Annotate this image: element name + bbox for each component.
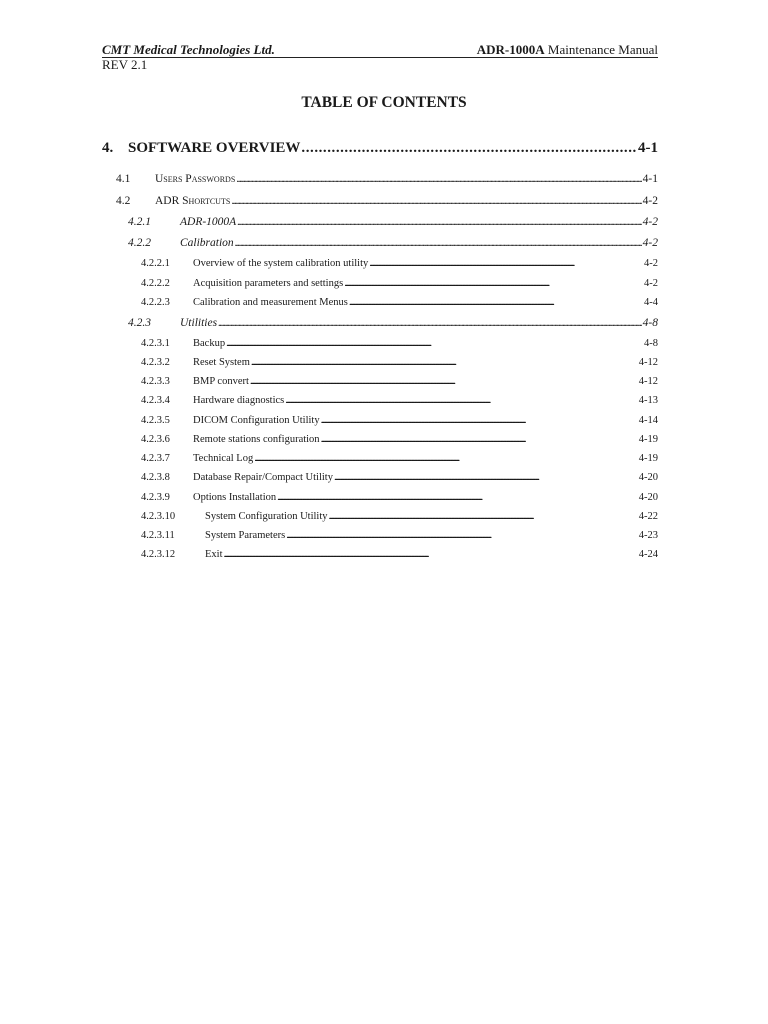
toc-entry-number: 4.2.3.8 (141, 472, 170, 483)
toc-entry-4-2-3-1[interactable] (141, 338, 658, 351)
toc-entry-page: 4-23 (638, 530, 658, 541)
toc-entry-title: Calibration (180, 237, 234, 249)
toc-entry-page: 4-14 (638, 415, 658, 426)
toc-entry-4-2-3-8[interactable] (141, 472, 658, 485)
toc-entry-4-2-2-3[interactable] (141, 297, 658, 310)
toc-entry-page: 4-2 (642, 237, 658, 249)
dot-leader (218, 317, 642, 329)
running-header (102, 43, 658, 58)
toc-entry-number: 4.1 (116, 173, 131, 185)
toc-entry-number: 4.2 (116, 195, 131, 207)
toc-entry-number: 4.2.3.2 (141, 357, 170, 368)
toc-entry-page: 4-13 (638, 395, 658, 406)
dot-leader (226, 338, 643, 349)
toc-entry-title: Options Installation (193, 492, 277, 503)
toc-entry-number: 4.2.3.11 (141, 530, 175, 541)
toc-entry-title: Overview of the system calibration utility (193, 258, 369, 269)
toc-entry-title: Calibration and measurement Menus (193, 297, 348, 308)
dot-leader (250, 376, 638, 387)
toc-entry-4-2-1[interactable] (128, 216, 658, 230)
toc-entry-4-2-2[interactable] (128, 237, 658, 251)
toc-entry-4-2-3-6[interactable] (141, 434, 658, 447)
dot-leader (277, 492, 638, 503)
toc-entry-page: 4-12 (638, 376, 658, 387)
toc-entry-page: 4-19 (638, 434, 658, 445)
dot-leader (321, 415, 638, 426)
toc-entry-title: Backup (193, 338, 226, 349)
toc-entry-4-2-3-4[interactable] (141, 395, 658, 408)
toc-entry-page: 4-12 (638, 357, 658, 368)
manual-name: Maintenance Manual (544, 42, 658, 57)
dot-leader (254, 453, 638, 464)
toc-entry-page: 4-2 (644, 278, 658, 289)
toc-entry-number: 4.2.3.7 (141, 453, 170, 464)
toc-entry-title: SOFTWARE OVERVIEW (128, 140, 301, 156)
toc-entry-4-2-3-3[interactable] (141, 376, 658, 389)
toc-entry-number: 4.2.3.3 (141, 376, 170, 387)
toc-entry-4-2[interactable] (116, 195, 658, 209)
dot-leader (251, 357, 638, 368)
toc-entry-page: 4-1 (642, 173, 658, 185)
toc-entry-page: 4-2 (644, 258, 658, 269)
toc-entry-title: Hardware diagnostics (193, 395, 285, 406)
toc-entry-title: Technical Log (193, 453, 254, 464)
toc-entry-title: Utilities (180, 317, 218, 329)
toc-entry-4-1[interactable] (116, 173, 658, 187)
toc-entry-page: 4-20 (638, 472, 658, 483)
toc-entry-number: 4.2.3.1 (141, 338, 170, 349)
toc-entry-page: 4-19 (638, 453, 658, 464)
dot-leader (349, 297, 643, 308)
toc-entry-page: 4-8 (644, 338, 658, 349)
toc-entry-page: 4-8 (642, 317, 658, 329)
toc-entry-title: Exit (205, 549, 223, 560)
toc-entry-page: 4-20 (638, 492, 658, 503)
dot-leader (224, 549, 638, 560)
toc-entry-number: 4.2.3.10 (141, 511, 176, 522)
toc-entry-4-2-3-11[interactable] (141, 530, 658, 543)
toc-entry-title: Acquisition parameters and settings (193, 278, 344, 289)
toc-entry-title: ADR Shortcuts (155, 195, 231, 207)
dot-leader (285, 395, 637, 406)
toc-entry-number: 4.2.2 (128, 237, 151, 249)
revision-label: REV 2.1 (102, 57, 148, 72)
company-name: CMT Medical Technologies Ltd. (102, 42, 275, 57)
toc-entry-chapter-4[interactable] (102, 140, 658, 158)
toc-entry-number: 4.2.2.1 (141, 258, 170, 269)
toc-entry-4-2-3[interactable] (128, 317, 658, 331)
toc-entry-title: System Configuration Utility (205, 511, 328, 522)
toc-entry-title: System Parameters (205, 530, 286, 541)
toc-entry-4-2-3-9[interactable] (141, 492, 658, 505)
toc-entry-number: 4.2.3.4 (141, 395, 170, 406)
dot-leader (369, 258, 643, 269)
dot-leader (344, 278, 643, 289)
toc-title: TABLE OF CONTENTS (301, 94, 467, 111)
dot-leader (236, 173, 641, 185)
toc-entry-page: 4-24 (638, 549, 658, 560)
toc-entry-number: 4.2.3.6 (141, 434, 170, 445)
toc-entry-4-2-3-7[interactable] (141, 453, 658, 466)
dot-leader (329, 511, 638, 522)
toc-entry-4-2-3-12[interactable] (141, 549, 658, 562)
toc-entry-page: 4-2 (642, 195, 658, 207)
model-name: ADR-1000A (476, 42, 545, 57)
toc-entry-title: Reset System (193, 357, 250, 368)
toc-entry-page: 4-4 (644, 297, 658, 308)
toc-entry-number: 4.2.3.5 (141, 415, 170, 426)
toc-entry-number: 4.2.2.3 (141, 297, 170, 308)
toc-entry-4-2-3-10[interactable] (141, 511, 658, 524)
toc-entry-title: DICOM Configuration Utility (193, 415, 320, 426)
dot-leader (321, 434, 638, 445)
toc-entry-page: 4-22 (638, 511, 658, 522)
toc-entry-4-2-3-5[interactable] (141, 415, 658, 428)
toc-entry-number: 4. (102, 140, 114, 156)
toc-entry-number: 4.2.3 (128, 317, 151, 329)
toc-entry-number: 4.2.3.9 (141, 492, 170, 503)
dot-leader (231, 195, 641, 207)
toc-entry-title: Users Passwords (155, 173, 236, 185)
dot-leader (286, 530, 638, 541)
toc-entry-title: Remote stations configuration (193, 434, 320, 445)
dot-leader (334, 472, 638, 483)
toc-entry-number: 4.2.1 (128, 216, 151, 228)
dot-leader (237, 216, 641, 228)
toc-entry-page: 4-2 (642, 216, 658, 228)
toc-entry-title: Database Repair/Compact Utility (193, 472, 333, 483)
dot-leader (301, 140, 637, 157)
dot-leader (235, 237, 642, 249)
toc-entry-page: 4-1 (638, 140, 658, 156)
toc-entry-4-2-2-2[interactable] (141, 278, 658, 291)
toc-entry-number: 4.2.3.12 (141, 549, 176, 560)
toc-entry-title: ADR-1000A (180, 216, 237, 228)
toc-entry-4-2-2-1[interactable] (141, 258, 658, 271)
toc-entry-title: BMP convert (193, 376, 249, 387)
toc-entry-4-2-3-2[interactable] (141, 357, 658, 370)
toc-entry-number: 4.2.2.2 (141, 278, 170, 289)
manual-title (477, 43, 658, 57)
